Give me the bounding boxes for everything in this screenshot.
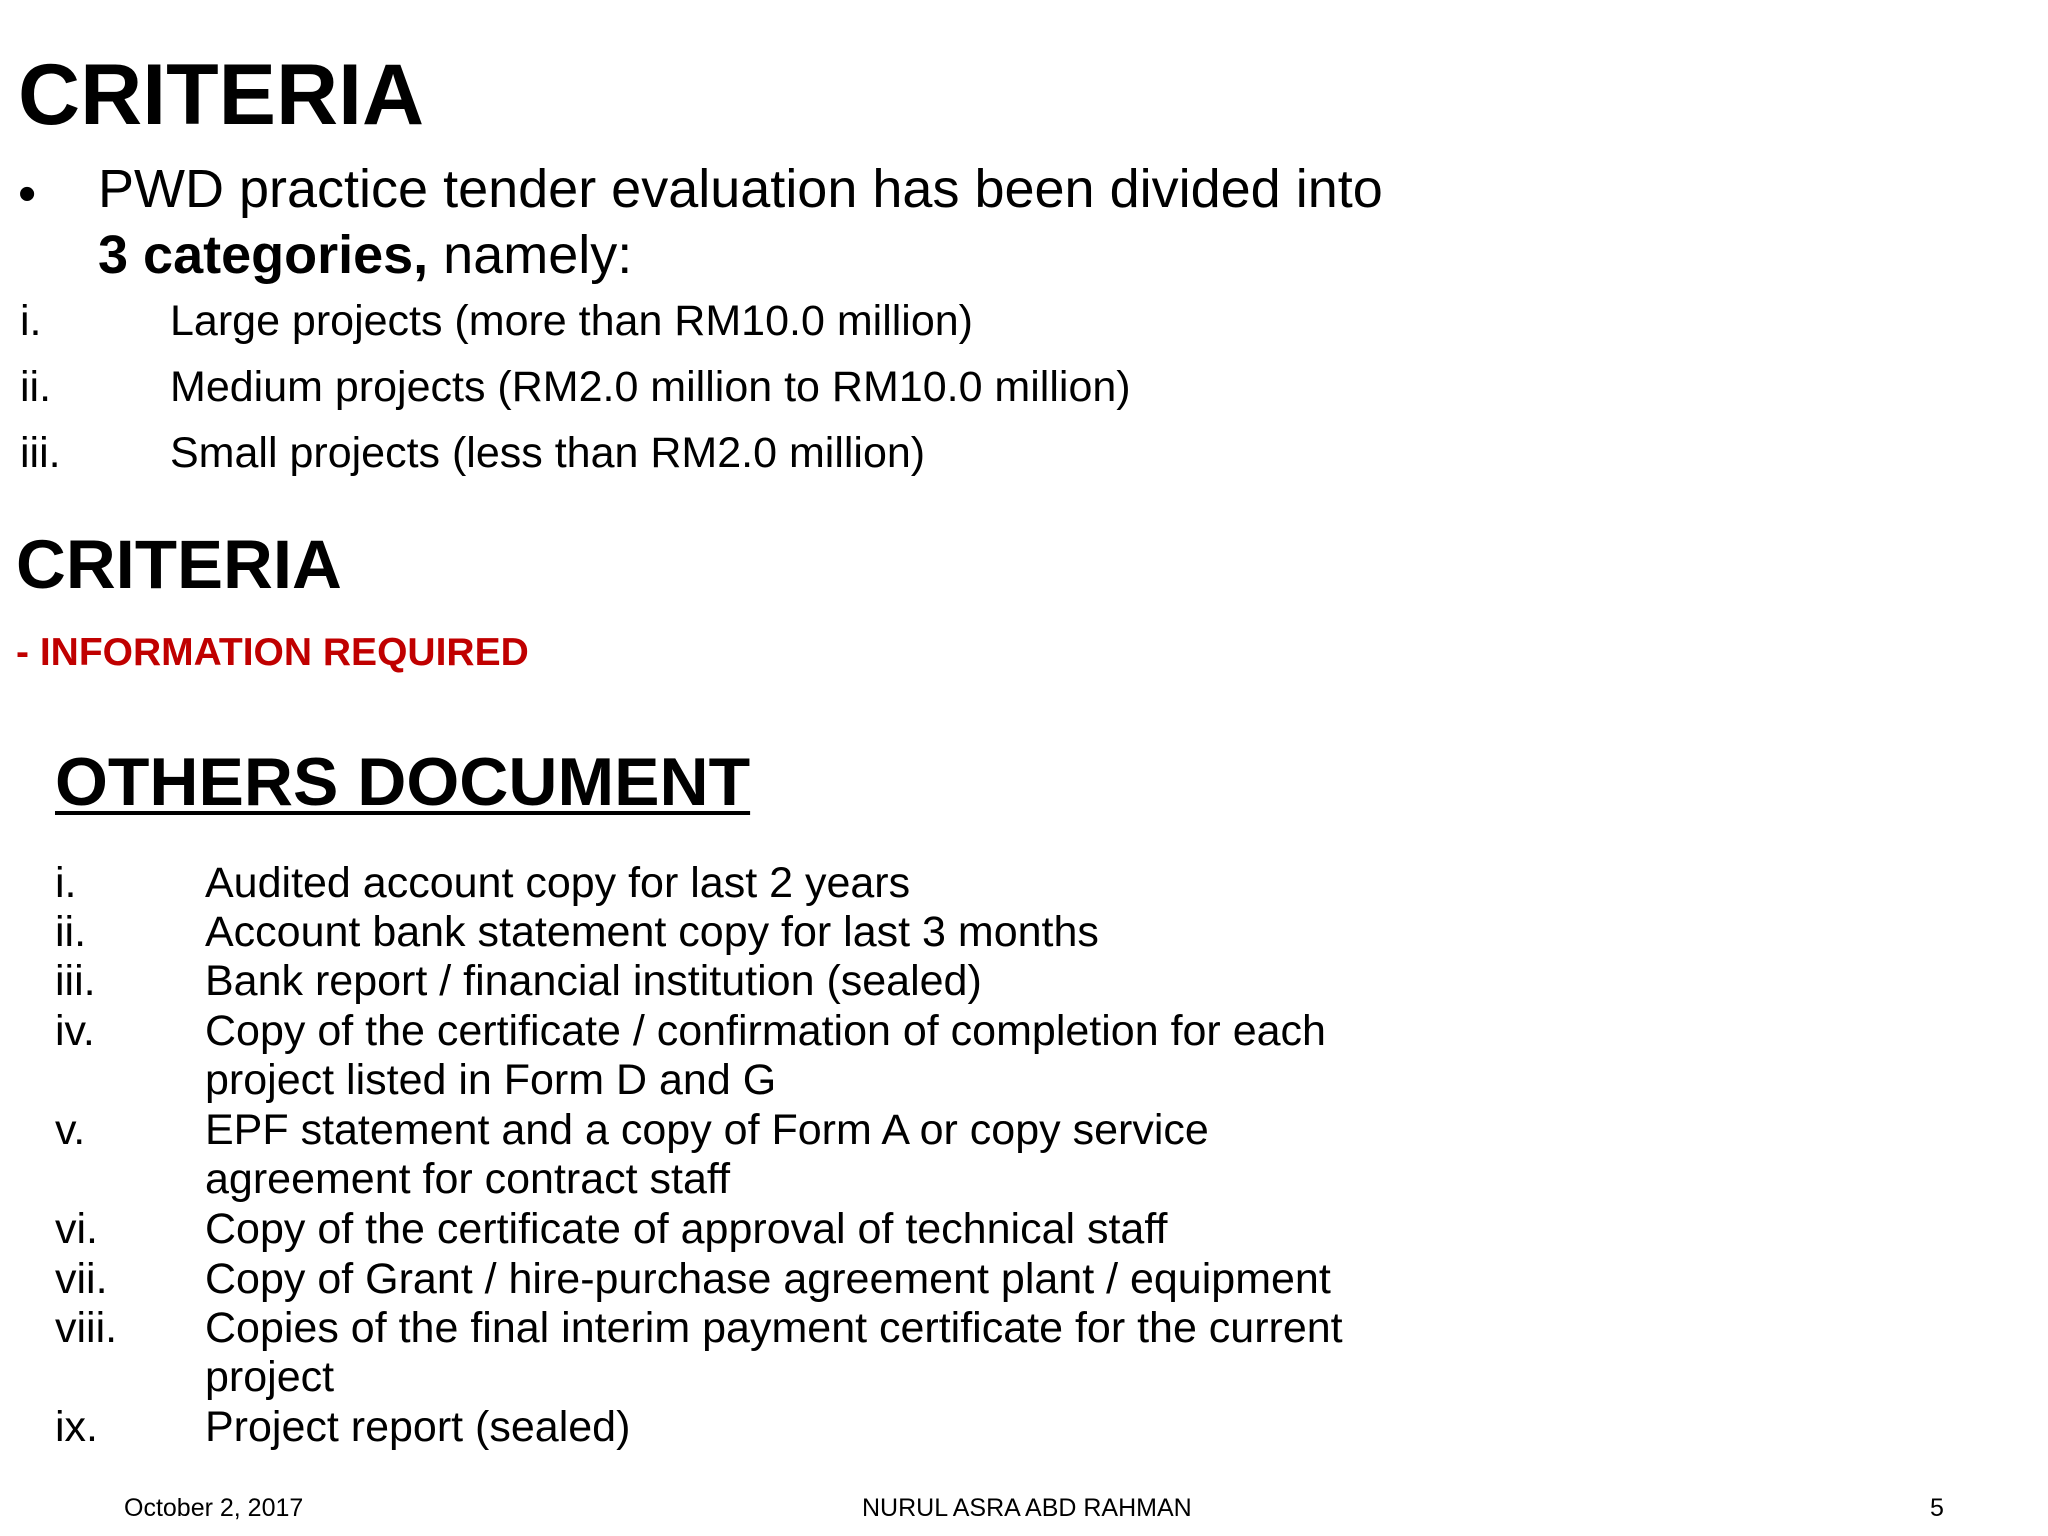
intro-bold-phrase: 3 categories,: [98, 225, 429, 285]
document-text-continued: project listed in Form D and G: [205, 1056, 777, 1104]
document-text: Project report (sealed): [205, 1403, 631, 1451]
document-text: Bank report / financial institution (sealed): [205, 957, 982, 1005]
category-number: iii.: [20, 429, 61, 477]
document-number: i.: [55, 859, 77, 907]
category-number: ii.: [20, 363, 52, 411]
document-number: iii.: [55, 957, 96, 1005]
others-document-heading: OTHERS DOCUMENT: [55, 744, 751, 820]
document-text: Copy of Grant / hire-purchase agreement plant / equipment: [205, 1255, 1331, 1303]
document-number: viii.: [55, 1304, 118, 1352]
document-text: Copy of the certificate / confirmation of completion for each: [205, 1007, 1326, 1055]
document-number: ii.: [55, 908, 87, 956]
intro-rest: namely:: [428, 225, 633, 285]
footer-author: NURUL ASRA ABD RAHMAN: [862, 1494, 1192, 1522]
intro-line-1: PWD practice tender evaluation has been divided into: [98, 159, 1383, 219]
section-title: CRITERIA: [16, 526, 342, 603]
category-number: i.: [20, 297, 42, 345]
footer-date: October 2, 2017: [124, 1494, 304, 1522]
document-text-continued: agreement for contract staff: [205, 1155, 731, 1203]
page-number: 5: [1930, 1494, 1944, 1522]
document-text: Copy of the certificate of approval of technical staff: [205, 1205, 1168, 1253]
document-text: EPF statement and a copy of Form A or copy service: [205, 1106, 1209, 1154]
section-subtitle: - INFORMATION REQUIRED: [16, 631, 529, 674]
intro-line-2: [98, 225, 633, 285]
document-text: Account bank statement copy for last 3 months: [205, 908, 1099, 956]
document-number: iv.: [55, 1007, 95, 1055]
document-number: vii.: [55, 1255, 108, 1303]
document-number: ix.: [55, 1403, 98, 1451]
page-title: CRITERIA: [18, 47, 425, 143]
category-text: Small projects (less than RM2.0 million): [170, 429, 926, 477]
bullet-point: •: [18, 165, 37, 223]
document-number: vi.: [55, 1205, 98, 1253]
document-number: v.: [55, 1106, 86, 1154]
category-text: Large projects (more than RM10.0 million): [170, 297, 973, 345]
category-text: Medium projects (RM2.0 million to RM10.0 million): [170, 363, 1131, 411]
document-text-continued: project: [205, 1353, 335, 1401]
document-text: Audited account copy for last 2 years: [205, 859, 911, 907]
document-text: Copies of the final interim payment certificate for the current: [205, 1304, 1343, 1352]
